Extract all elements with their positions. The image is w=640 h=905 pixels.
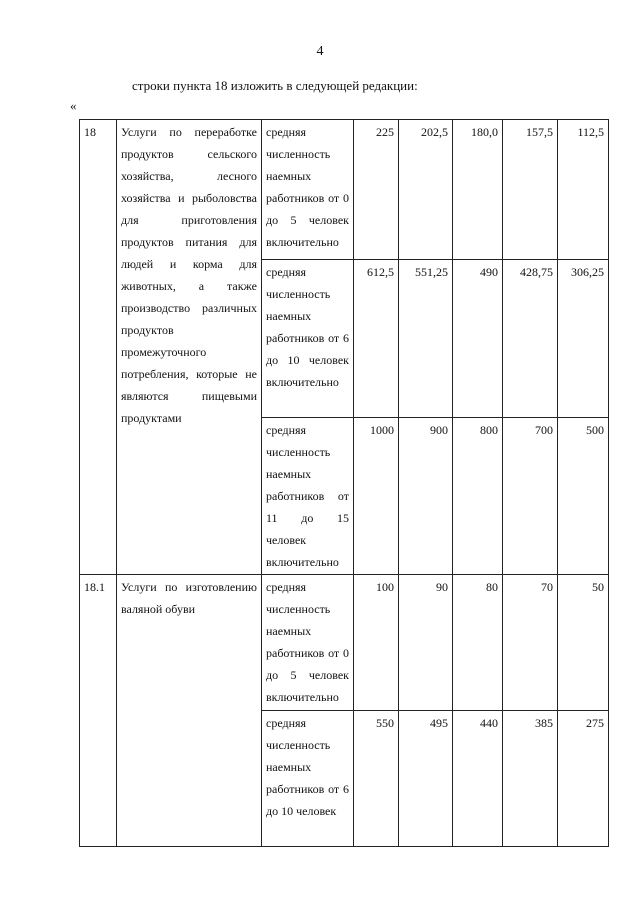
opening-quote: « bbox=[70, 98, 77, 113]
employee-condition: средняя численность наемных работников от 0 до 5 человек включительно bbox=[262, 120, 354, 260]
value-cell: 440 bbox=[453, 711, 503, 847]
value-cell: 800 bbox=[453, 418, 503, 575]
employee-condition: средняя численность наемных работников от 0 до 5 человек включительно bbox=[262, 575, 354, 711]
value-cell: 80 bbox=[453, 575, 503, 711]
value-cell: 900 bbox=[399, 418, 453, 575]
value-cell: 1000 bbox=[354, 418, 399, 575]
value-cell: 180,0 bbox=[453, 120, 503, 260]
value-cell: 202,5 bbox=[399, 120, 453, 260]
value-cell: 495 bbox=[399, 711, 453, 847]
table-row bbox=[80, 120, 609, 260]
value-cell: 90 bbox=[399, 575, 453, 711]
tariff-table bbox=[79, 119, 609, 847]
employee-condition: средняя численность наемных работников от 6 до 10 человек включительно bbox=[262, 260, 354, 418]
value-cell: 385 bbox=[503, 711, 558, 847]
value-cell: 100 bbox=[354, 575, 399, 711]
value-cell: 225 bbox=[354, 120, 399, 260]
value-cell: 550 bbox=[354, 711, 399, 847]
value-cell: 551,25 bbox=[399, 260, 453, 418]
value-cell: 490 bbox=[453, 260, 503, 418]
intro-text: строки пункта 18 изложить в следующей редакции: bbox=[132, 78, 418, 93]
value-cell: 306,25 bbox=[558, 260, 609, 418]
service-description: Услуги по изготовлению валяной обуви bbox=[117, 575, 262, 847]
value-cell: 500 bbox=[558, 418, 609, 575]
value-cell: 700 bbox=[503, 418, 558, 575]
row-number: 18 bbox=[80, 120, 117, 575]
row-number: 18.1 bbox=[80, 575, 117, 847]
page-number: 4 bbox=[316, 44, 324, 59]
value-cell: 428,75 bbox=[503, 260, 558, 418]
service-description: Услуги по переработке продуктов сельского хозяйства, лесного хозяйства и рыболовства для приготовления продуктов питания для людей и корма для животных, а также производство различных продуктов промежуточного потребления, которые не являются пищевыми продуктами bbox=[117, 120, 262, 575]
employee-condition: средняя численность наемных работников от 11 до 15 человек включительно bbox=[262, 418, 354, 575]
value-cell: 275 bbox=[558, 711, 609, 847]
employee-condition: средняя численность наемных работников от 6 до 10 человек bbox=[262, 711, 354, 847]
value-cell: 112,5 bbox=[558, 120, 609, 260]
table-row bbox=[80, 575, 609, 711]
value-cell: 612,5 bbox=[354, 260, 399, 418]
value-cell: 50 bbox=[558, 575, 609, 711]
value-cell: 157,5 bbox=[503, 120, 558, 260]
value-cell: 70 bbox=[503, 575, 558, 711]
